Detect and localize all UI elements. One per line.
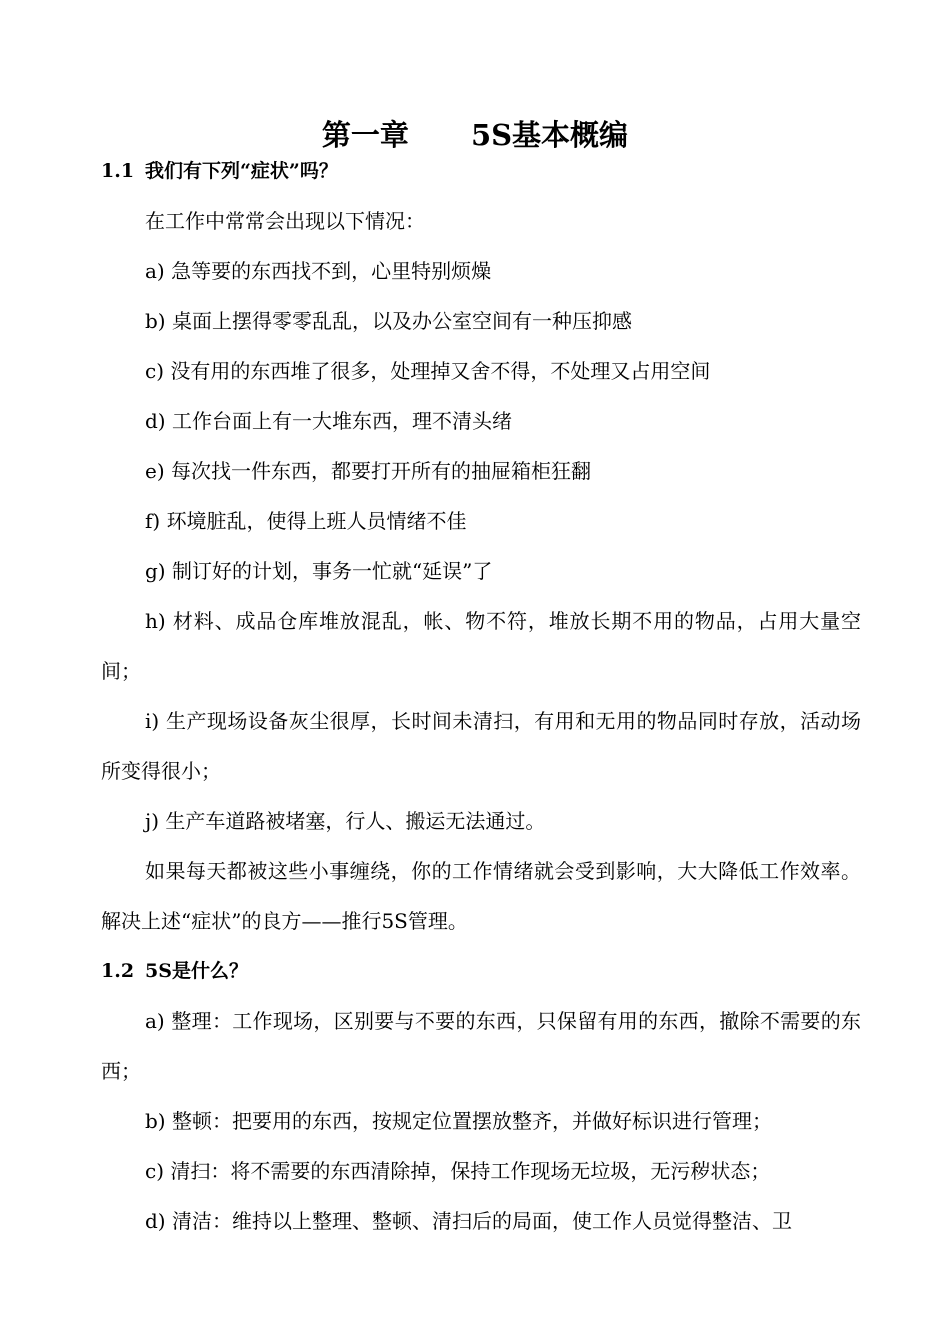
symptom-item-d: d) 工作台面上有一大堆东西，理不清头绪: [145, 409, 512, 433]
section-heading-text: 我们有下列“症状”吗？: [145, 160, 338, 182]
symptom-item-e: e) 每次找一件东西，都要打开所有的抽屉箱柜狂翻: [145, 459, 591, 483]
section-heading-1-1: [101, 146, 861, 196]
section-number: 1.1: [101, 160, 135, 182]
definition-item-b: b) 整顿：把要用的东西，按规定位置摆放整齐，并做好标识进行管理；: [145, 1109, 772, 1133]
section-heading-1-2: [101, 946, 861, 996]
chapter-number: 第一章: [321, 118, 409, 153]
chapter-name: 5S基本概编: [470, 118, 629, 153]
definition-item-d: d) 清洁：维持以上整理、整顿、清扫后的局面，使工作人员觉得整洁、卫: [145, 1209, 792, 1233]
section-conclusion: 如果每天都被这些小事缠绕，你的工作情绪就会受到影响，大大降低工作效率。解决上述“症状”的良方——推行5S管理。: [101, 859, 861, 933]
symptom-item-b: b) 桌面上摆得零零乱乱，以及办公室空间有一种压抑感: [145, 309, 632, 333]
definition-item-c: c) 清扫：将不需要的东西清除掉，保持工作现场无垃圾，无污秽状态；: [145, 1159, 771, 1183]
symptom-item-a: a) 急等要的东西找不到，心里特别烦燥: [145, 259, 492, 283]
section-heading-text: 5S是什么？: [145, 960, 248, 982]
section-number: 1.2: [101, 960, 135, 982]
definition-item-a: a) 整理：工作现场，区别要与不要的东西，只保留有用的东西，撤除不需要的东西；: [101, 1009, 861, 1083]
document-body: [101, 146, 861, 1246]
symptom-item-f: f) 环境脏乱，使得上班人员情绪不佳: [145, 509, 467, 533]
symptom-item-h: h) 材料、成品仓库堆放混乱，帐、物不符，堆放长期不用的物品，占用大量空间；: [101, 609, 861, 683]
symptom-item-j: j) 生产车道路被堵塞，行人、搬运无法通过。: [145, 809, 546, 833]
symptom-item-i: i) 生产现场设备灰尘很厚，长时间未清扫，有用和无用的物品同时存放，活动场所变得很小；: [101, 709, 861, 783]
symptom-item-c: c) 没有用的东西堆了很多，处理掉又舍不得，不处理又占用空间: [145, 359, 711, 383]
symptom-item-g: g) 制订好的计划，事务一忙就“延误”了: [145, 559, 493, 583]
section-intro: 在工作中常常会出现以下情况：: [145, 209, 425, 233]
